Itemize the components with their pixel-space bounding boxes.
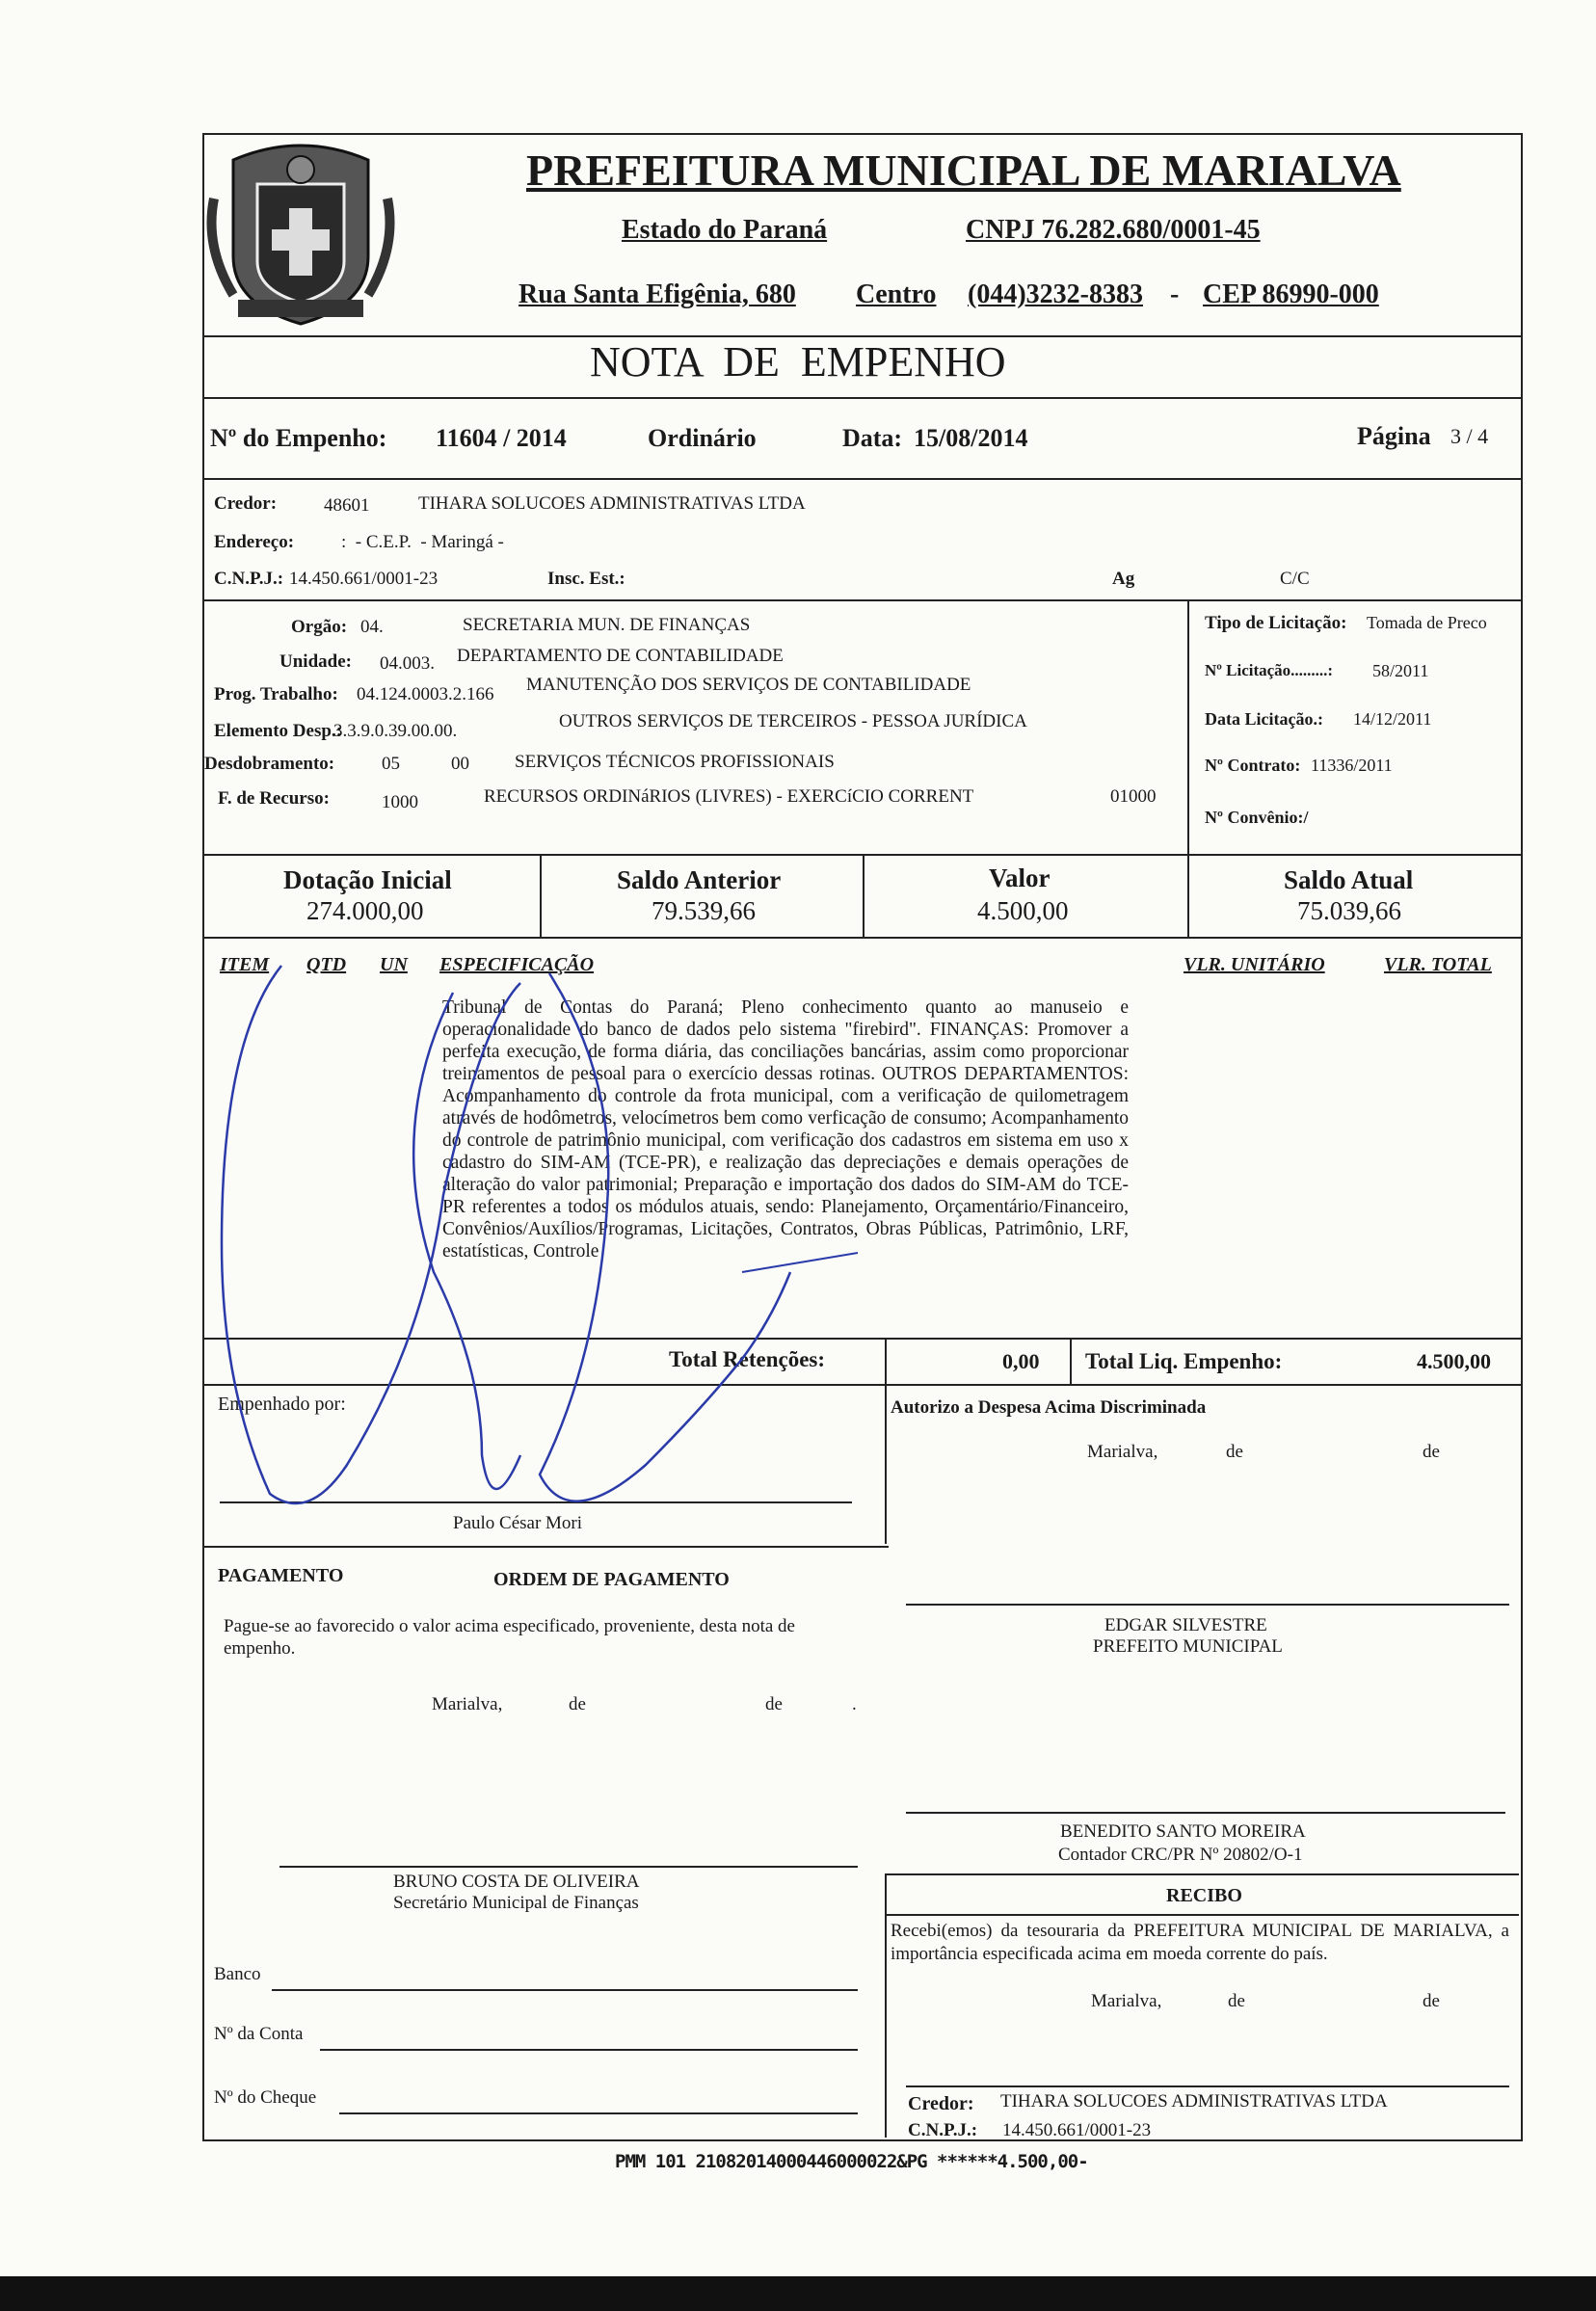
prefeito-role: PREFEITO MUNICIPAL — [1093, 1636, 1283, 1657]
desd-label: Desdobramento: — [204, 754, 335, 774]
recibo-de1: de — [1228, 1991, 1245, 2011]
secretario-role: Secretário Municipal de Finanças — [393, 1893, 639, 1913]
total-liq-label: Total Liq. Empenho: — [1085, 1349, 1283, 1373]
col-vlr-unit: VLR. UNITÁRIO — [1184, 954, 1325, 975]
recurso-label: F. de Recurso: — [218, 788, 330, 809]
recibo-title: RECIBO — [1166, 1885, 1242, 1906]
prog-code: 04.124.0003.2.166 — [357, 684, 494, 704]
state-name: Estado do Paraná — [622, 215, 828, 245]
address-street: Rua Santa Efigênia, 680 — [519, 279, 796, 309]
valor-value: 4.500,00 — [977, 896, 1069, 925]
page-number: 3 / 4 — [1450, 424, 1489, 448]
banco-label: Banco — [214, 1964, 261, 1984]
pagamento-label: PAGAMENTO — [218, 1565, 344, 1586]
dotacao-label: Dotação Inicial — [283, 865, 452, 894]
desd-code2: 00 — [451, 754, 469, 774]
pagamento-de1: de — [569, 1694, 586, 1714]
num-licitacao-label: Nº Licitação.........: — [1205, 661, 1334, 679]
saldo-atual-value: 75.039,66 — [1297, 896, 1401, 925]
convenio-label: Nº Convênio:/ — [1205, 808, 1309, 827]
autorizo-label: Autorizo a Despesa Acima Discriminada — [891, 1397, 1207, 1418]
desd-code1: 05 — [382, 754, 400, 774]
contrato: 11336/2011 — [1311, 756, 1393, 775]
credor-cnpj: 14.450.661/0001-23 — [289, 569, 439, 589]
recurso-name: RECURSOS ORDINáRIOS (LIVRES) - EXERCíCIO CORRENT — [484, 786, 974, 807]
contador-role: Contador CRC/PR Nº 20802/O-1 — [1058, 1845, 1303, 1865]
doc-title: NOTA DE EMPENHO — [590, 338, 1006, 385]
secretario-name: BRUNO COSTA DE OLIVEIRA — [393, 1872, 640, 1892]
unidade-name: DEPARTAMENTO DE CONTABILIDADE — [457, 646, 784, 666]
cep: CEP 86990-000 — [1203, 279, 1379, 309]
pagamento-dot: . — [852, 1694, 857, 1714]
footer-code: PMM 101 21082014000446000022&PG ******4.500,00- — [615, 2151, 1088, 2172]
empenhado-label: Empenhado por: — [218, 1394, 346, 1415]
empenho-type: Ordinário — [648, 424, 757, 452]
ag-label: Ag — [1112, 569, 1135, 589]
autorizo-de2: de — [1423, 1442, 1440, 1462]
data-licitacao-label: Data Licitação.: — [1205, 709, 1323, 729]
prefeitura-title: PREFEITURA MUNICIPAL DE MARIALVA — [526, 146, 1401, 195]
col-spec: ESPECIFICAÇÃO — [439, 954, 595, 975]
total-liq-value: 4.500,00 — [1417, 1349, 1491, 1373]
recibo-place: Marialva, — [1091, 1991, 1162, 2011]
recibo-credor: TIHARA SOLUCOES ADMINISTRATIVAS LTDA — [1000, 2091, 1388, 2112]
coat-of-arms-logo — [204, 141, 397, 333]
handwritten-signature — [202, 954, 877, 1552]
credor-label: Credor: — [214, 493, 278, 514]
ordem-pagamento: ORDEM DE PAGAMENTO — [493, 1569, 730, 1590]
contador-name: BENEDITO SANTO MOREIRA — [1060, 1821, 1306, 1842]
col-un: UN — [380, 954, 408, 975]
retencoes-label: Total Retenções: — [669, 1347, 826, 1371]
credor-cnpj-label: C.N.P.J.: — [214, 569, 284, 589]
cnpj-header: CNPJ 76.282.680/0001-45 — [966, 215, 1261, 245]
pagamento-text: Pague-se ao favorecido o valor acima especificado, proveniente, desta nota de empenho. — [224, 1616, 795, 1659]
empenho-number: 11604 / 2014 — [436, 424, 567, 452]
orgao-code: 04. — [360, 617, 384, 637]
col-qtd: QTD — [306, 954, 347, 975]
header-separator: - — [1170, 279, 1180, 309]
credor-code: 48601 — [324, 495, 370, 516]
num-licitacao: 58/2011 — [1372, 661, 1429, 680]
elem-label: Elemento Desp.: — [214, 721, 342, 741]
pagamento-place: Marialva, — [432, 1694, 503, 1714]
recibo-cnpj: 14.450.661/0001-23 — [1002, 2120, 1152, 2140]
orgao-name: SECRETARIA MUN. DE FINANÇAS — [463, 615, 751, 635]
tipo-licitacao-label: Tipo de Licitação: — [1205, 613, 1347, 633]
elem-code: 3.3.9.0.39.00.00. — [333, 721, 458, 741]
data-licitacao: 14/12/2011 — [1353, 709, 1432, 729]
empenho-date-label: Data: — [842, 424, 903, 452]
desd-name: SERVIÇOS TÉCNICOS PROFISSIONAIS — [515, 752, 835, 772]
elem-name: OUTROS SERVIÇOS DE TERCEIROS - PESSOA JURÍDICA — [559, 711, 1027, 731]
contrato-label: Nº Contrato: — [1205, 756, 1301, 775]
cc-label: C/C — [1280, 569, 1310, 589]
prog-name: MANUTENÇÃO DOS SERVIÇOS DE CONTABILIDADE — [526, 675, 971, 695]
phone: (044)3232-8383 — [968, 279, 1143, 309]
prefeito-name: EDGAR SILVESTRE — [1104, 1615, 1267, 1635]
address-label: Endereço: — [214, 532, 295, 552]
valor-label: Valor — [989, 863, 1051, 892]
credor-address: : - C.E.P. - Maringá - — [341, 532, 504, 552]
recibo-credor-label: Credor: — [908, 2093, 974, 2114]
retencoes-value: 0,00 — [1002, 1349, 1040, 1373]
cheque-label: Nº do Cheque — [214, 2087, 317, 2108]
credor-name: TIHARA SOLUCOES ADMINISTRATIVAS LTDA — [418, 493, 806, 514]
col-vlr-total: VLR. TOTAL — [1384, 954, 1492, 975]
empenho-date: 15/08/2014 — [914, 424, 1028, 452]
recibo-cnpj-label: C.N.P.J.: — [908, 2120, 978, 2140]
recibo-text: Recebi(emos) da tesouraria da PREFEITURA MUNICIPAL DE MARIALVA, a importância especificada acima em moeda corrente do país. — [891, 1921, 1509, 1964]
dotacao-value: 274.000,00 — [306, 896, 424, 925]
conta-label: Nº da Conta — [214, 2024, 304, 2044]
recurso-code: 1000 — [382, 792, 418, 812]
saldo-anterior-label: Saldo Anterior — [617, 865, 782, 894]
item-specification: Tribunal de Contas do Paraná; Pleno conhecimento quanto ao manuseio e operacionalidade do banco de dados pelo sistema "firebird". FINANÇAS: Promover a perfeita execução, de forma diária, das conciliações bancárias, assim como proporcionar treinamentos de pessoal para o exercício dessas rotinas. OUTROS DEPARTAMENTOS: Acompanhamento do controle da frota municipal, com a verificação de quilometragem através de hodômetros, velocímetros bem como verficação de consumo; Acompanhamento do controle de patrimônio municipal, com verificação dos cadastros em sistema em uso x cadastro do SIM-AM (TCE-PR), e realização das depreciações e demais operações de alteração do valor patrimonial; Preparação e importação dos dados do SIM-AM do TCE-PR referentes a todos os módulos atuais, sendo: Planejamento, Orçamentário/Financeiro, Convênios/Auxílios/Programas, Licitações, Contratos, Obras Públicas, Patrimônio, LRF, estatísticas, Controle — [442, 997, 1129, 1262]
unidade-code: 04.003. — [380, 653, 435, 674]
address-district: Centro — [856, 279, 937, 309]
recibo-de2: de — [1423, 1991, 1440, 2011]
saldo-atual-label: Saldo Atual — [1284, 865, 1414, 894]
recurso-code2: 01000 — [1110, 786, 1157, 807]
prog-label: Prog. Trabalho: — [214, 684, 338, 704]
unidade-label: Unidade: — [279, 651, 352, 672]
orgao-label: Orgão: — [291, 617, 348, 637]
saldo-anterior-value: 79.539,66 — [652, 896, 756, 925]
page-label: Página — [1357, 422, 1431, 450]
tipo-licitacao: Tomada de Preco — [1367, 613, 1487, 632]
empenhado-signer: Paulo César Mori — [453, 1513, 583, 1533]
autorizo-de1: de — [1226, 1442, 1243, 1462]
ie-label: Insc. Est.: — [547, 569, 625, 589]
scan-bottom-band — [0, 2276, 1596, 2311]
autorizo-place: Marialva, — [1087, 1442, 1158, 1462]
empenho-number-label: Nº do Empenho: — [210, 424, 387, 452]
col-item: ITEM — [220, 954, 270, 975]
pagamento-de2: de — [765, 1694, 783, 1714]
